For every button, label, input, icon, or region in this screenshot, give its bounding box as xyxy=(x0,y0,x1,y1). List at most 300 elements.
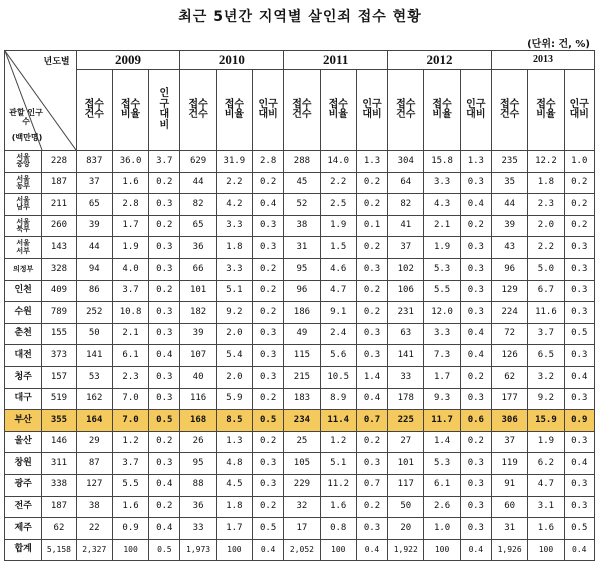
value-cell: 252 xyxy=(76,302,112,324)
value-cell: 8.5 xyxy=(216,410,252,432)
value-cell: 1.4 xyxy=(356,366,387,388)
value-cell: 0.3 xyxy=(460,302,491,324)
population-cell: 328 xyxy=(42,258,76,280)
value-cell: 235 xyxy=(491,151,527,173)
column-header: 인구 대비 xyxy=(460,70,491,151)
table-row xyxy=(5,302,595,324)
value-cell: 40 xyxy=(180,366,216,388)
value-cell: 164 xyxy=(76,410,112,432)
value-cell: 141 xyxy=(76,345,112,367)
value-cell: 1,922 xyxy=(388,539,424,561)
value-cell: 107 xyxy=(180,345,216,367)
value-cell: 0.2 xyxy=(564,215,594,237)
value-cell: 0.3 xyxy=(564,388,594,410)
year-header: 2009 xyxy=(76,51,180,70)
table-row xyxy=(5,431,595,453)
value-cell: 5.5 xyxy=(424,280,460,302)
value-cell: 0.3 xyxy=(564,258,594,280)
value-cell: 2.8 xyxy=(253,151,284,173)
value-cell: 4.0 xyxy=(112,258,148,280)
value-cell: 17 xyxy=(284,518,320,540)
value-cell: 0.2 xyxy=(149,172,180,194)
value-cell: 3.3 xyxy=(216,215,252,237)
value-cell: 0.2 xyxy=(149,431,180,453)
value-cell: 4.6 xyxy=(320,258,356,280)
value-cell: 41 xyxy=(388,215,424,237)
table-row xyxy=(5,280,595,302)
population-cell: 157 xyxy=(42,366,76,388)
value-cell: 234 xyxy=(284,410,320,432)
value-cell: 36 xyxy=(180,237,216,259)
value-cell: 96 xyxy=(491,258,527,280)
value-cell: 0.3 xyxy=(149,366,180,388)
value-cell: 63 xyxy=(388,323,424,345)
value-cell: 178 xyxy=(388,388,424,410)
corner-region-text: 관할 xyxy=(9,107,25,117)
value-cell: 0.3 xyxy=(460,453,491,475)
value-cell: 2.0 xyxy=(216,323,252,345)
value-cell: 38 xyxy=(284,215,320,237)
value-cell: 0.3 xyxy=(564,496,594,518)
value-cell: 5.1 xyxy=(216,280,252,302)
column-header-row xyxy=(5,70,595,151)
table-row xyxy=(5,539,595,561)
value-cell: 102 xyxy=(388,258,424,280)
value-cell: 0.3 xyxy=(149,258,180,280)
region-cell: 합계 xyxy=(5,539,42,561)
value-cell: 0.2 xyxy=(253,496,284,518)
value-cell: 1.9 xyxy=(112,237,148,259)
value-cell: 0.4 xyxy=(149,474,180,496)
value-cell: 50 xyxy=(388,496,424,518)
value-cell: 837 xyxy=(76,151,112,173)
value-cell: 29 xyxy=(76,431,112,453)
value-cell: 11.6 xyxy=(528,302,564,324)
column-header: 접수 비율 xyxy=(528,70,564,151)
value-cell: 3.1 xyxy=(528,496,564,518)
value-cell: 9.1 xyxy=(320,302,356,324)
corner-header xyxy=(5,51,77,151)
value-cell: 26 xyxy=(180,431,216,453)
value-cell: 5.0 xyxy=(528,258,564,280)
value-cell: 65 xyxy=(180,215,216,237)
value-cell: 141 xyxy=(388,345,424,367)
value-cell: 162 xyxy=(76,388,112,410)
value-cell: 1.0 xyxy=(564,151,594,173)
value-cell: 0.2 xyxy=(253,388,284,410)
table-body xyxy=(5,151,595,561)
value-cell: 0.3 xyxy=(253,453,284,475)
value-cell: 44 xyxy=(76,237,112,259)
value-cell: 105 xyxy=(284,453,320,475)
region-cell: 의정부 xyxy=(5,258,42,280)
value-cell: 0.4 xyxy=(253,194,284,216)
value-cell: 0.3 xyxy=(149,323,180,345)
value-cell: 66 xyxy=(180,258,216,280)
value-cell: 4.7 xyxy=(320,280,356,302)
value-cell: 4.5 xyxy=(216,474,252,496)
column-header: 접수 비율 xyxy=(216,70,252,151)
value-cell: 37 xyxy=(388,237,424,259)
region-cell: 창원 xyxy=(5,453,42,475)
value-cell: 1.2 xyxy=(112,431,148,453)
value-cell: 1.7 xyxy=(424,366,460,388)
region-cell: 춘천 xyxy=(5,323,42,345)
value-cell: 0.9 xyxy=(112,518,148,540)
value-cell: 0.3 xyxy=(460,474,491,496)
value-cell: 0.2 xyxy=(460,366,491,388)
value-cell: 94 xyxy=(76,258,112,280)
value-cell: 100 xyxy=(320,539,356,561)
value-cell: 177 xyxy=(491,388,527,410)
value-cell: 96 xyxy=(284,280,320,302)
value-cell: 129 xyxy=(491,280,527,302)
value-cell: 3.3 xyxy=(424,172,460,194)
table-row xyxy=(5,496,595,518)
value-cell: 7.0 xyxy=(112,410,148,432)
column-header: 인구 대비 xyxy=(564,70,594,151)
value-cell: 116 xyxy=(180,388,216,410)
region-cell: 광주 xyxy=(5,474,42,496)
value-cell: 0.3 xyxy=(460,258,491,280)
value-cell: 87 xyxy=(76,453,112,475)
year-header: 2013 xyxy=(491,51,594,70)
value-cell: 0.1 xyxy=(356,215,387,237)
value-cell: 1,973 xyxy=(180,539,216,561)
value-cell: 1.7 xyxy=(112,215,148,237)
column-header: 인 구 대 비 xyxy=(149,70,180,151)
value-cell: 1.7 xyxy=(216,518,252,540)
value-cell: 1.8 xyxy=(528,172,564,194)
value-cell: 0.3 xyxy=(149,302,180,324)
value-cell: 1.3 xyxy=(356,151,387,173)
value-cell: 43 xyxy=(491,237,527,259)
value-cell: 6.1 xyxy=(424,474,460,496)
column-header: 인구 대비 xyxy=(253,70,284,151)
page-title: 최근 5년간 지역별 살인죄 접수 현황 xyxy=(178,9,422,25)
value-cell: 0.2 xyxy=(356,302,387,324)
value-cell: 2.3 xyxy=(112,366,148,388)
region-cell: 서울 동부 xyxy=(5,172,42,194)
value-cell: 117 xyxy=(388,474,424,496)
value-cell: 1.2 xyxy=(320,431,356,453)
value-cell: 0.5 xyxy=(253,518,284,540)
population-cell: 355 xyxy=(42,410,76,432)
value-cell: 0.3 xyxy=(253,323,284,345)
value-cell: 2.6 xyxy=(424,496,460,518)
population-cell: 373 xyxy=(42,345,76,367)
value-cell: 11.2 xyxy=(320,474,356,496)
value-cell: 126 xyxy=(491,345,527,367)
value-cell: 0.2 xyxy=(564,172,594,194)
value-cell: 0.4 xyxy=(564,366,594,388)
value-cell: 0.3 xyxy=(149,194,180,216)
value-cell: 0.2 xyxy=(149,215,180,237)
value-cell: 39 xyxy=(491,215,527,237)
value-cell: 31 xyxy=(491,518,527,540)
value-cell: 6.7 xyxy=(528,280,564,302)
value-cell: 0.3 xyxy=(356,345,387,367)
value-cell: 88 xyxy=(180,474,216,496)
value-cell: 64 xyxy=(388,172,424,194)
value-cell: 100 xyxy=(112,539,148,561)
column-header: 접수 건수 xyxy=(180,70,216,151)
region-cell: 전주 xyxy=(5,496,42,518)
value-cell: 3.7 xyxy=(112,453,148,475)
unit-note: (단위: 건, %) xyxy=(527,39,590,50)
column-header: 접수 건수 xyxy=(284,70,320,151)
value-cell: 2.5 xyxy=(320,194,356,216)
region-cell: 서울 서부 xyxy=(5,237,42,259)
value-cell: 0.3 xyxy=(253,237,284,259)
value-cell: 0.4 xyxy=(149,345,180,367)
value-cell: 0.3 xyxy=(460,518,491,540)
population-cell: 211 xyxy=(42,194,76,216)
value-cell: 1.3 xyxy=(216,431,252,453)
value-cell: 115 xyxy=(284,345,320,367)
value-cell: 7.3 xyxy=(424,345,460,367)
value-cell: 1.6 xyxy=(320,496,356,518)
value-cell: 1,926 xyxy=(491,539,527,561)
value-cell: 2.4 xyxy=(320,323,356,345)
value-cell: 6.2 xyxy=(528,453,564,475)
table-row xyxy=(5,474,595,496)
corner-region-label xyxy=(7,108,45,126)
value-cell: 53 xyxy=(76,366,112,388)
value-cell: 0.2 xyxy=(356,280,387,302)
value-cell: 225 xyxy=(388,410,424,432)
value-cell: 186 xyxy=(284,302,320,324)
value-cell: 0.2 xyxy=(253,280,284,302)
value-cell: 12.0 xyxy=(424,302,460,324)
table-row xyxy=(5,258,595,280)
table-row xyxy=(5,410,595,432)
value-cell: 20 xyxy=(388,518,424,540)
value-cell: 7.0 xyxy=(112,388,148,410)
value-cell: 0.3 xyxy=(149,237,180,259)
value-cell: 10.5 xyxy=(320,366,356,388)
region-cell: 대구 xyxy=(5,388,42,410)
value-cell: 100 xyxy=(216,539,252,561)
value-cell: 33 xyxy=(388,366,424,388)
value-cell: 1.8 xyxy=(216,237,252,259)
region-cell: 인천 xyxy=(5,280,42,302)
value-cell: 1.3 xyxy=(460,151,491,173)
value-cell: 49 xyxy=(284,323,320,345)
value-cell: 35 xyxy=(491,172,527,194)
value-cell: 39 xyxy=(76,215,112,237)
value-cell: 5.4 xyxy=(216,345,252,367)
value-cell: 0.3 xyxy=(356,518,387,540)
value-cell: 0.2 xyxy=(149,496,180,518)
column-header: 접수 건수 xyxy=(491,70,527,151)
value-cell: 3.7 xyxy=(528,323,564,345)
value-cell: 629 xyxy=(180,151,216,173)
value-cell: 0.5 xyxy=(149,410,180,432)
column-header: 접수 건수 xyxy=(388,70,424,151)
year-header: 2012 xyxy=(388,51,492,70)
value-cell: 2.1 xyxy=(424,215,460,237)
value-cell: 15.8 xyxy=(424,151,460,173)
value-cell: 4.7 xyxy=(528,474,564,496)
value-cell: 0.3 xyxy=(253,474,284,496)
value-cell: 6.5 xyxy=(528,345,564,367)
value-cell: 9.2 xyxy=(528,388,564,410)
population-cell: 155 xyxy=(42,323,76,345)
corner-pop-text: 인구수 xyxy=(22,107,43,126)
column-header: 접수 비율 xyxy=(112,70,148,151)
value-cell: 304 xyxy=(388,151,424,173)
value-cell: 0.3 xyxy=(564,302,594,324)
region-cell: 부산 xyxy=(5,410,42,432)
value-cell: 0.3 xyxy=(149,388,180,410)
table-row xyxy=(5,345,595,367)
value-cell: 0.3 xyxy=(356,258,387,280)
region-cell: 수원 xyxy=(5,302,42,324)
value-cell: 2.0 xyxy=(216,366,252,388)
value-cell: 72 xyxy=(491,323,527,345)
table-row xyxy=(5,237,595,259)
value-cell: 9.2 xyxy=(216,302,252,324)
population-cell: 311 xyxy=(42,453,76,475)
value-cell: 0.3 xyxy=(356,323,387,345)
region-cell: 대전 xyxy=(5,345,42,367)
table-row xyxy=(5,366,595,388)
region-cell: 청주 xyxy=(5,366,42,388)
value-cell: 306 xyxy=(491,410,527,432)
value-cell: 50 xyxy=(76,323,112,345)
value-cell: 44 xyxy=(491,194,527,216)
value-cell: 1.0 xyxy=(424,518,460,540)
value-cell: 31.9 xyxy=(216,151,252,173)
value-cell: 0.4 xyxy=(564,453,594,475)
value-cell: 288 xyxy=(284,151,320,173)
value-cell: 0.3 xyxy=(460,172,491,194)
value-cell: 0.3 xyxy=(253,345,284,367)
value-cell: 0.5 xyxy=(253,410,284,432)
value-cell: 0.2 xyxy=(356,172,387,194)
value-cell: 5.3 xyxy=(424,453,460,475)
column-header: 접수 건수 xyxy=(76,70,112,151)
value-cell: 182 xyxy=(180,302,216,324)
value-cell: 4.3 xyxy=(424,194,460,216)
value-cell: 31 xyxy=(284,237,320,259)
value-cell: 1.5 xyxy=(320,237,356,259)
value-cell: 33 xyxy=(180,518,216,540)
value-cell: 65 xyxy=(76,194,112,216)
value-cell: 0.4 xyxy=(460,539,491,561)
value-cell: 127 xyxy=(76,474,112,496)
value-cell: 1.6 xyxy=(112,496,148,518)
value-cell: 2.2 xyxy=(216,172,252,194)
value-cell: 2,327 xyxy=(76,539,112,561)
value-cell: 25 xyxy=(284,431,320,453)
value-cell: 8.9 xyxy=(320,388,356,410)
value-cell: 0.2 xyxy=(253,172,284,194)
table-row xyxy=(5,388,595,410)
value-cell: 2.2 xyxy=(320,172,356,194)
corner-year-label: 년도별 xyxy=(43,57,70,67)
value-cell: 0.2 xyxy=(460,431,491,453)
value-cell: 106 xyxy=(388,280,424,302)
region-cell: 울산 xyxy=(5,431,42,453)
value-cell: 36.0 xyxy=(112,151,148,173)
value-cell: 22 xyxy=(76,518,112,540)
value-cell: 4.2 xyxy=(216,194,252,216)
value-cell: 0.3 xyxy=(564,345,594,367)
value-cell: 0.3 xyxy=(356,453,387,475)
value-cell: 91 xyxy=(491,474,527,496)
region-cell: 제주 xyxy=(5,518,42,540)
value-cell: 15.9 xyxy=(528,410,564,432)
value-cell: 0.2 xyxy=(356,194,387,216)
value-cell: 45 xyxy=(284,172,320,194)
value-cell: 231 xyxy=(388,302,424,324)
value-cell: 0.7 xyxy=(356,410,387,432)
value-cell: 0.5 xyxy=(149,539,180,561)
value-cell: 2.2 xyxy=(528,237,564,259)
value-cell: 0.4 xyxy=(460,323,491,345)
value-cell: 82 xyxy=(388,194,424,216)
table-row xyxy=(5,518,595,540)
value-cell: 82 xyxy=(180,194,216,216)
value-cell: 37 xyxy=(491,431,527,453)
value-cell: 0.4 xyxy=(460,194,491,216)
value-cell: 0.3 xyxy=(460,237,491,259)
value-cell: 1.8 xyxy=(216,496,252,518)
value-cell: 86 xyxy=(76,280,112,302)
population-cell: 789 xyxy=(42,302,76,324)
value-cell: 0.2 xyxy=(356,237,387,259)
population-cell: 187 xyxy=(42,172,76,194)
value-cell: 3.7 xyxy=(149,151,180,173)
value-cell: 3.7 xyxy=(112,280,148,302)
population-cell: 409 xyxy=(42,280,76,302)
value-cell: 229 xyxy=(284,474,320,496)
column-header: 접수 비율 xyxy=(320,70,356,151)
value-cell: 1.9 xyxy=(424,237,460,259)
population-cell: 260 xyxy=(42,215,76,237)
value-cell: 0.4 xyxy=(356,539,387,561)
value-cell: 1.4 xyxy=(424,431,460,453)
value-cell: 2,052 xyxy=(284,539,320,561)
population-cell: 519 xyxy=(42,388,76,410)
value-cell: 0.4 xyxy=(149,518,180,540)
value-cell: 6.1 xyxy=(112,345,148,367)
value-cell: 1.6 xyxy=(528,518,564,540)
table-row xyxy=(5,323,595,345)
value-cell: 0.2 xyxy=(253,302,284,324)
value-cell: 27 xyxy=(388,431,424,453)
value-cell: 0.2 xyxy=(356,496,387,518)
value-cell: 95 xyxy=(284,258,320,280)
value-cell: 0.2 xyxy=(149,280,180,302)
value-cell: 0.3 xyxy=(253,215,284,237)
value-cell: 5.3 xyxy=(424,258,460,280)
value-cell: 32 xyxy=(284,496,320,518)
value-cell: 2.3 xyxy=(528,194,564,216)
value-cell: 11.7 xyxy=(424,410,460,432)
value-cell: 0.3 xyxy=(564,237,594,259)
population-cell: 228 xyxy=(42,151,76,173)
region-cell: 서울 남부 xyxy=(5,194,42,216)
population-cell: 187 xyxy=(42,496,76,518)
value-cell: 0.8 xyxy=(320,518,356,540)
value-cell: 12.2 xyxy=(528,151,564,173)
value-cell: 10.8 xyxy=(112,302,148,324)
table-row xyxy=(5,194,595,216)
value-cell: 5.6 xyxy=(320,345,356,367)
